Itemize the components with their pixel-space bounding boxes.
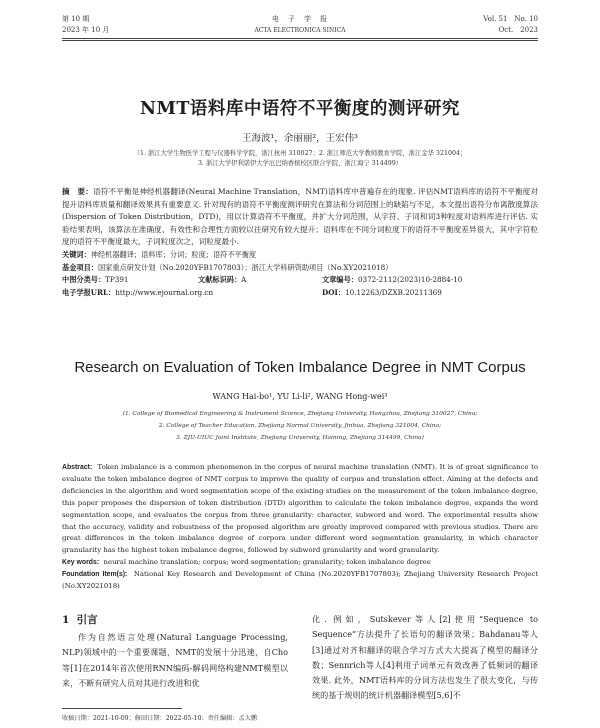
affiliation-cn-line-1: （1. 浙江大学生物医学工程与仪器科学学院，浙江杭州 310027；2. 浙江师范大学教师教育学院，浙江金华 321004； [133,150,467,157]
doi-label: DOI： [322,287,346,297]
funding-cn-text: 国家重点研发计划（No.2020YFB1707803）；浙江大学科研资助项目（No.XY2021018） [97,262,393,272]
clc-value: TP391 [105,275,129,285]
url-row [62,287,538,300]
body-column-right: 化. 例如，Sutskever等人[2]使用“Sequence to Sequence”方法提升了长语句的翻译效果；Bahdanau等人[3]通过对齐和翻译的联合学习方式大大提高了模型的翻译分数；Sennrich等人[4]利用子词单元有效改善了低频词的翻译效果. 此外，NMT语料库的分词方法也发生了很大变化，与传统的基于规则的统计机器翻译模型[5,6]不 [312,614,538,701]
header-date: 2023 年 10 月 [62,26,110,34]
affiliation-en-line-3: 3. ZJU-UIUC Joint Institute, Zhejiang University, Haining, Zhejiang 314499, China) [176,435,424,441]
abstract-cn [62,186,538,299]
abstract-en-text: Token imbalance is a common phenomenon in the corpus of neural machine translation (NMT). It is of great significance to evaluate the token imbalance degree of NMT corpus to improve the quality of corpus and translation effect. Aiming at the defects and deficiencies in the algorithm and word segmentation scope of the existing studies on the measurement of the token imbalance degree, this paper proposes the dispersion of token distribution (DTD) algorithm to calculate the token imbalance degree, expands the word segmentation scope, and evaluates the corpus from three granularity: character, subword and word. The experimental results show that the accuracy, validity and robustness of the proposed algorithm are greatly improved compared with previous studies. There are great differences in the token imbalance degree of corpora under different word segmentation granularity, in which character granularity has the highest token imbalance degree, followed by subword granularity and word granularity. [62,463,538,555]
header-journal-en: ACTA ELECTRONICA SINICA [254,27,346,34]
section-title: 引言 [76,614,98,626]
funding-en-text: National Key Research and Development of China (No.2020YFB1707803); Zhejiang University Research Project (No.XY2021018) [62,570,538,591]
article-number-label: 文章编号： [322,275,358,285]
abstract-cn-text: 语符不平衡是神经机器翻译(Neural Machine Translation，NMT)语料库中普遍存在的现象. 评估NMT语料库的语符不平衡度对提升语料库质量和翻译效果具有重要意义. 针对现有的语符不平衡度测评研究在算法和分词范围上的缺陷与不足，本文提出语符分布离散度算法(Dispersion of Token Distribution，DTD)，用以计算语符不平衡度，并扩大分词范围，从字符、子词和词3种粒度对语料库进行评估. 实验结果表明，该算法在准确度、有效性和合理性方面较以往研究有较大提升；语料库在不同分词粒度下的语符不平衡度差异很大，其中字符粒度的语符不平衡度最大，子词粒度次之，词粒度最小. [62,187,538,247]
header-rule [62,38,538,39]
header-issue: 第 10 期 [62,15,90,23]
article-number-value: 0372-2112(2023)10-2884-10 [357,275,463,285]
header-volume: Vol. 51 No. 10 [483,15,538,23]
page-title-cn: NMT语料库中语符不平衡度的测评研究 [140,99,460,119]
affiliation-en-line-1: (1. College of Biomedical Engineering & Instrument Science, Zhejiang University, Hangzhou, Zhejiang 310027, China; [122,411,478,417]
authors-en: WANG Hai-bo¹, YU Li-li², WANG Hong-wei³ [212,392,388,401]
keywords-en [62,557,538,569]
affiliation-cn-line-2: 3. 浙江大学伊利诺伊大学厄巴纳香槟校区联合学院，浙江海宁 314499） [197,160,403,167]
header-rule-thin [62,40,538,41]
doc-code-label: 文献标识码： [198,275,242,285]
section-number: 1 [62,614,70,626]
abstract-en [62,462,538,593]
doi-link[interactable]: 10.12263/DZXB.20211369 [345,287,442,297]
body-column-left: 作为自然语言处理(Natural Language Processing, NLP)领域中的一个重要课题，NMT的发展十分迅速，自Cho等[1]在2014年首次使用RNN编码-解码网络构建NMT模型以来，不断有研究人员对其进行改进和优 [62,632,288,688]
classification-row [62,274,538,287]
funding-cn [62,262,538,275]
funding-en [62,569,538,593]
keywords-cn-label: 关键词： [62,249,91,259]
journal-url-link[interactable]: http://www.ejournal.org.cn [115,287,214,297]
keywords-cn-text: 神经机器翻译；语料库；分词；粒度；语符不平衡度 [90,249,257,259]
clc-label: 中图分类号： [62,275,106,285]
abstract-cn-label: 摘 要： [62,187,93,196]
keywords-en-label: Key words: [62,559,100,567]
abstract-en-label: Abstract: [62,464,93,471]
footnote-received-date: 收稿日期：2021-10-09；修回日期：2022-05-10；责任编辑：孟大鹏 [62,715,258,722]
header-date-en: Oct. 2023 [498,26,538,34]
footnote-rule [62,708,182,709]
url-label: 电子学报URL： [62,287,116,297]
funding-en-label: Foundation Item(s): [62,571,128,579]
funding-cn-label: 基金项目： [62,262,98,272]
page-title-en: Research on Evaluation of Token Imbalance Degree in NMT Corpus [74,359,526,376]
keywords-cn [62,249,538,262]
keywords-en-text: neural machine translation; corpus; word segmentation; granularity; token imbalance degree [103,558,431,567]
doc-code-value: A [241,275,247,285]
header-journal-cn: 电 子 学 报 [272,15,328,23]
authors-cn: 王海波¹，余丽丽²，王宏伟³ [242,133,358,144]
section-heading [62,612,98,627]
affiliation-en-line-2: 2. College of Teacher Education, Zhejiang Normal University, Jinhua, Zhejiang 321004, China; [158,423,442,429]
